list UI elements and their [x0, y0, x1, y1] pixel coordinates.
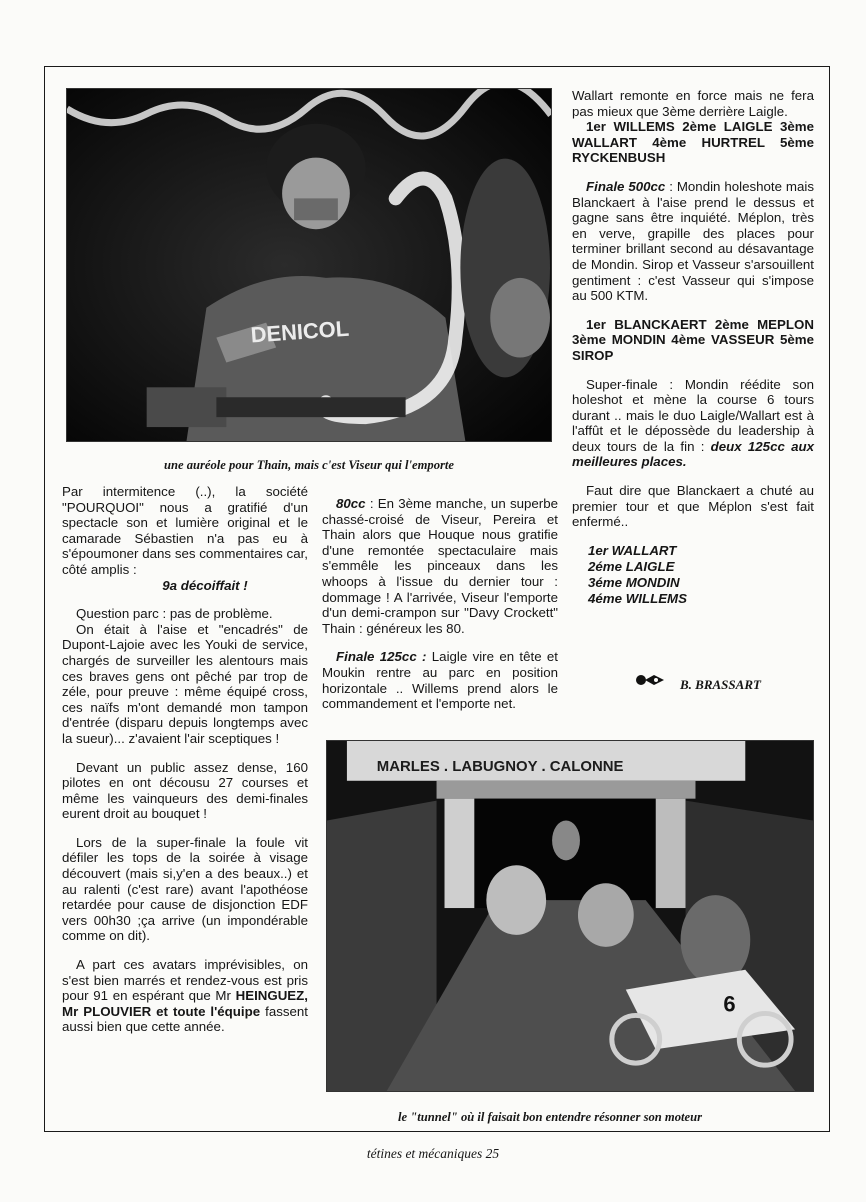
- top-photo-caption: une auréole pour Thain, mais c'est Viseur qui l'emporte: [163, 458, 455, 472]
- final-standings-list: [572, 543, 814, 607]
- col3-paragraph-500cc: [572, 179, 814, 304]
- photo-rider-portrait-icon: [67, 89, 551, 441]
- col2-125cc-text: Laigle vire en tête et Moukin rentre au parc en position horizontale .. Willems prend alors le commandement et l'emporte net.: [322, 649, 559, 712]
- col3-500cc-text: : Mondin holeshote mais Blanckaert à l'aise prend le dessus et gagne sans être inquiété. Méplon, très en verve, grapille des places pour terminer brillant second au désavantage de Mondin. Sirop et Vasseur s'arsouillent gentiment : c'est Vasseur qui s'impose au 500 KTM.: [572, 178, 815, 304]
- col3-paragraph-superfinale: [572, 377, 814, 471]
- col3-500cc-label: Finale 500cc: [586, 178, 666, 194]
- top-photo: [66, 88, 552, 442]
- col3-results-2: 1er BLANCKAERT 2ème MEPLON 3ème MONDIN 4ème VASSEUR 5ème SIROP: [572, 316, 814, 363]
- svg-text:DENICOL: DENICOL: [249, 315, 350, 348]
- col2-paragraph-125cc: [322, 649, 558, 711]
- col1-p5-bold: HEINGUEZ, Mr PLOUVIER et toute l'équipe: [62, 988, 308, 1019]
- col1-paragraph-2b: On était à l'aise et "encadrés" de Dupont-Lajoie avec les Youki de service, chargés de surveiller les alentours mais ces braves gens ont pêché par trop de zéle, pour preuve : même équipé cross, ces naïfs m'ont demandé mon tampon d'entrée (disparu depuis longtemps avec la sueur)... z'avaient l'air sceptiques !: [62, 621, 308, 746]
- column-1: [62, 484, 308, 1048]
- column-2: [322, 496, 558, 725]
- col3-paragraph-4: Faut dire que Blanckaert a chuté au premier tour et que Méplon s'est fait enfermé..: [572, 483, 814, 530]
- standings-item: 3éme MONDIN: [588, 574, 680, 590]
- col3-paragraph-1: Wallart remonte en force mais ne fera pas mieux que 3ème derrière Laigle.: [572, 88, 814, 119]
- col3-superfinale-text: Super-finale : Mondin réédite son holeshot et mène la course 6 tours durant .. mais le duo Laigle/Wallart est à l'affût et le dépossède du leadership à deux tours de la fin :: [572, 376, 814, 454]
- col1-paragraph-5: [62, 957, 308, 1035]
- col3-results-1: 1er WILLEMS 2ème LAIGLE 3ème WALLART 4ème HURTREL 5ème RYCKENBUSH: [572, 119, 814, 166]
- col1-paragraph-1-end: 9a décoiffait !: [162, 577, 248, 593]
- col2-80cc-label: 80cc: [336, 496, 366, 511]
- bottom-photo-caption: le "tunnel" où il faisait bon entendre résonner son moteur: [397, 1110, 703, 1124]
- col1-paragraph-3: Devant un public assez dense, 160 pilotes en ont décousu 27 courses et même les vainqueurs des demi-finales eurent droit au bouquet !: [62, 759, 308, 822]
- bottom-photo: [326, 740, 814, 1092]
- svg-text:MARLES . LABUGNOY . CALONNE: MARLES . LABUGNOY . CALONNE: [376, 757, 624, 775]
- col1-paragraph-4: Lors de la super-finale la foule vit défiler les tops de la soirée à visage découvert (mais si,y'en a des beaux..) et au ralenti (c'est rare) avant l'apothéose retardée pour cause de disjonction EDF vers 00h30 ;ça arrive (un impondérable comme on dit).: [62, 834, 308, 944]
- col1-paragraph-1: Par intermitence (..), la société "POURQUOI" nous a gratifié d'un spectacle son et lumière original et le camarade Sébastien n'a pas eu à s'époumoner dans ses commentaires car, côté amplis :: [62, 484, 308, 577]
- col2-paragraph-80cc: [322, 496, 558, 636]
- svg-text:6: 6: [723, 991, 736, 1017]
- author-signature: B. BRASSART: [680, 677, 761, 692]
- standings-item: 2éme LAIGLE: [588, 558, 675, 574]
- standings-item: 4éme WILLEMS: [588, 590, 688, 606]
- col1-p5-start: A part ces avatars imprévisibles, on s'est bien marrés et rendez-vous est pris pour 91 en espérant que Mr: [62, 957, 308, 1004]
- col2-80cc-text: : En 3ème manche, un superbe chassé-croisé de Viseur, Pereira et Thain alors que Houque nous gratifie d'une remontée spectaculaire mais s'emmêle les pinceaux dans les whoops à l'issue du dernier tour : dommage ! A l'arrivée, Viseur l'emporte d'un demi-crampon sur "Davy Crockett" Thain : généreux les 80.: [322, 496, 558, 636]
- col3-superfinale-bold: deux 125cc aux meilleures places.: [572, 438, 814, 470]
- standings-item: 1er WALLART: [588, 542, 677, 558]
- photo-tunnel-riders-icon: [327, 741, 813, 1091]
- col1-paragraph-2a: Question parc : pas de problème.: [76, 606, 273, 622]
- column-3: [572, 88, 814, 607]
- col1-p5-end: fassent aussi bien que cette année.: [62, 1003, 308, 1035]
- page-footer: tétines et mécaniques 25: [366, 1146, 500, 1161]
- col2-125cc-label: Finale 125cc :: [336, 649, 427, 665]
- motorcycle-logo-icon: [634, 673, 668, 687]
